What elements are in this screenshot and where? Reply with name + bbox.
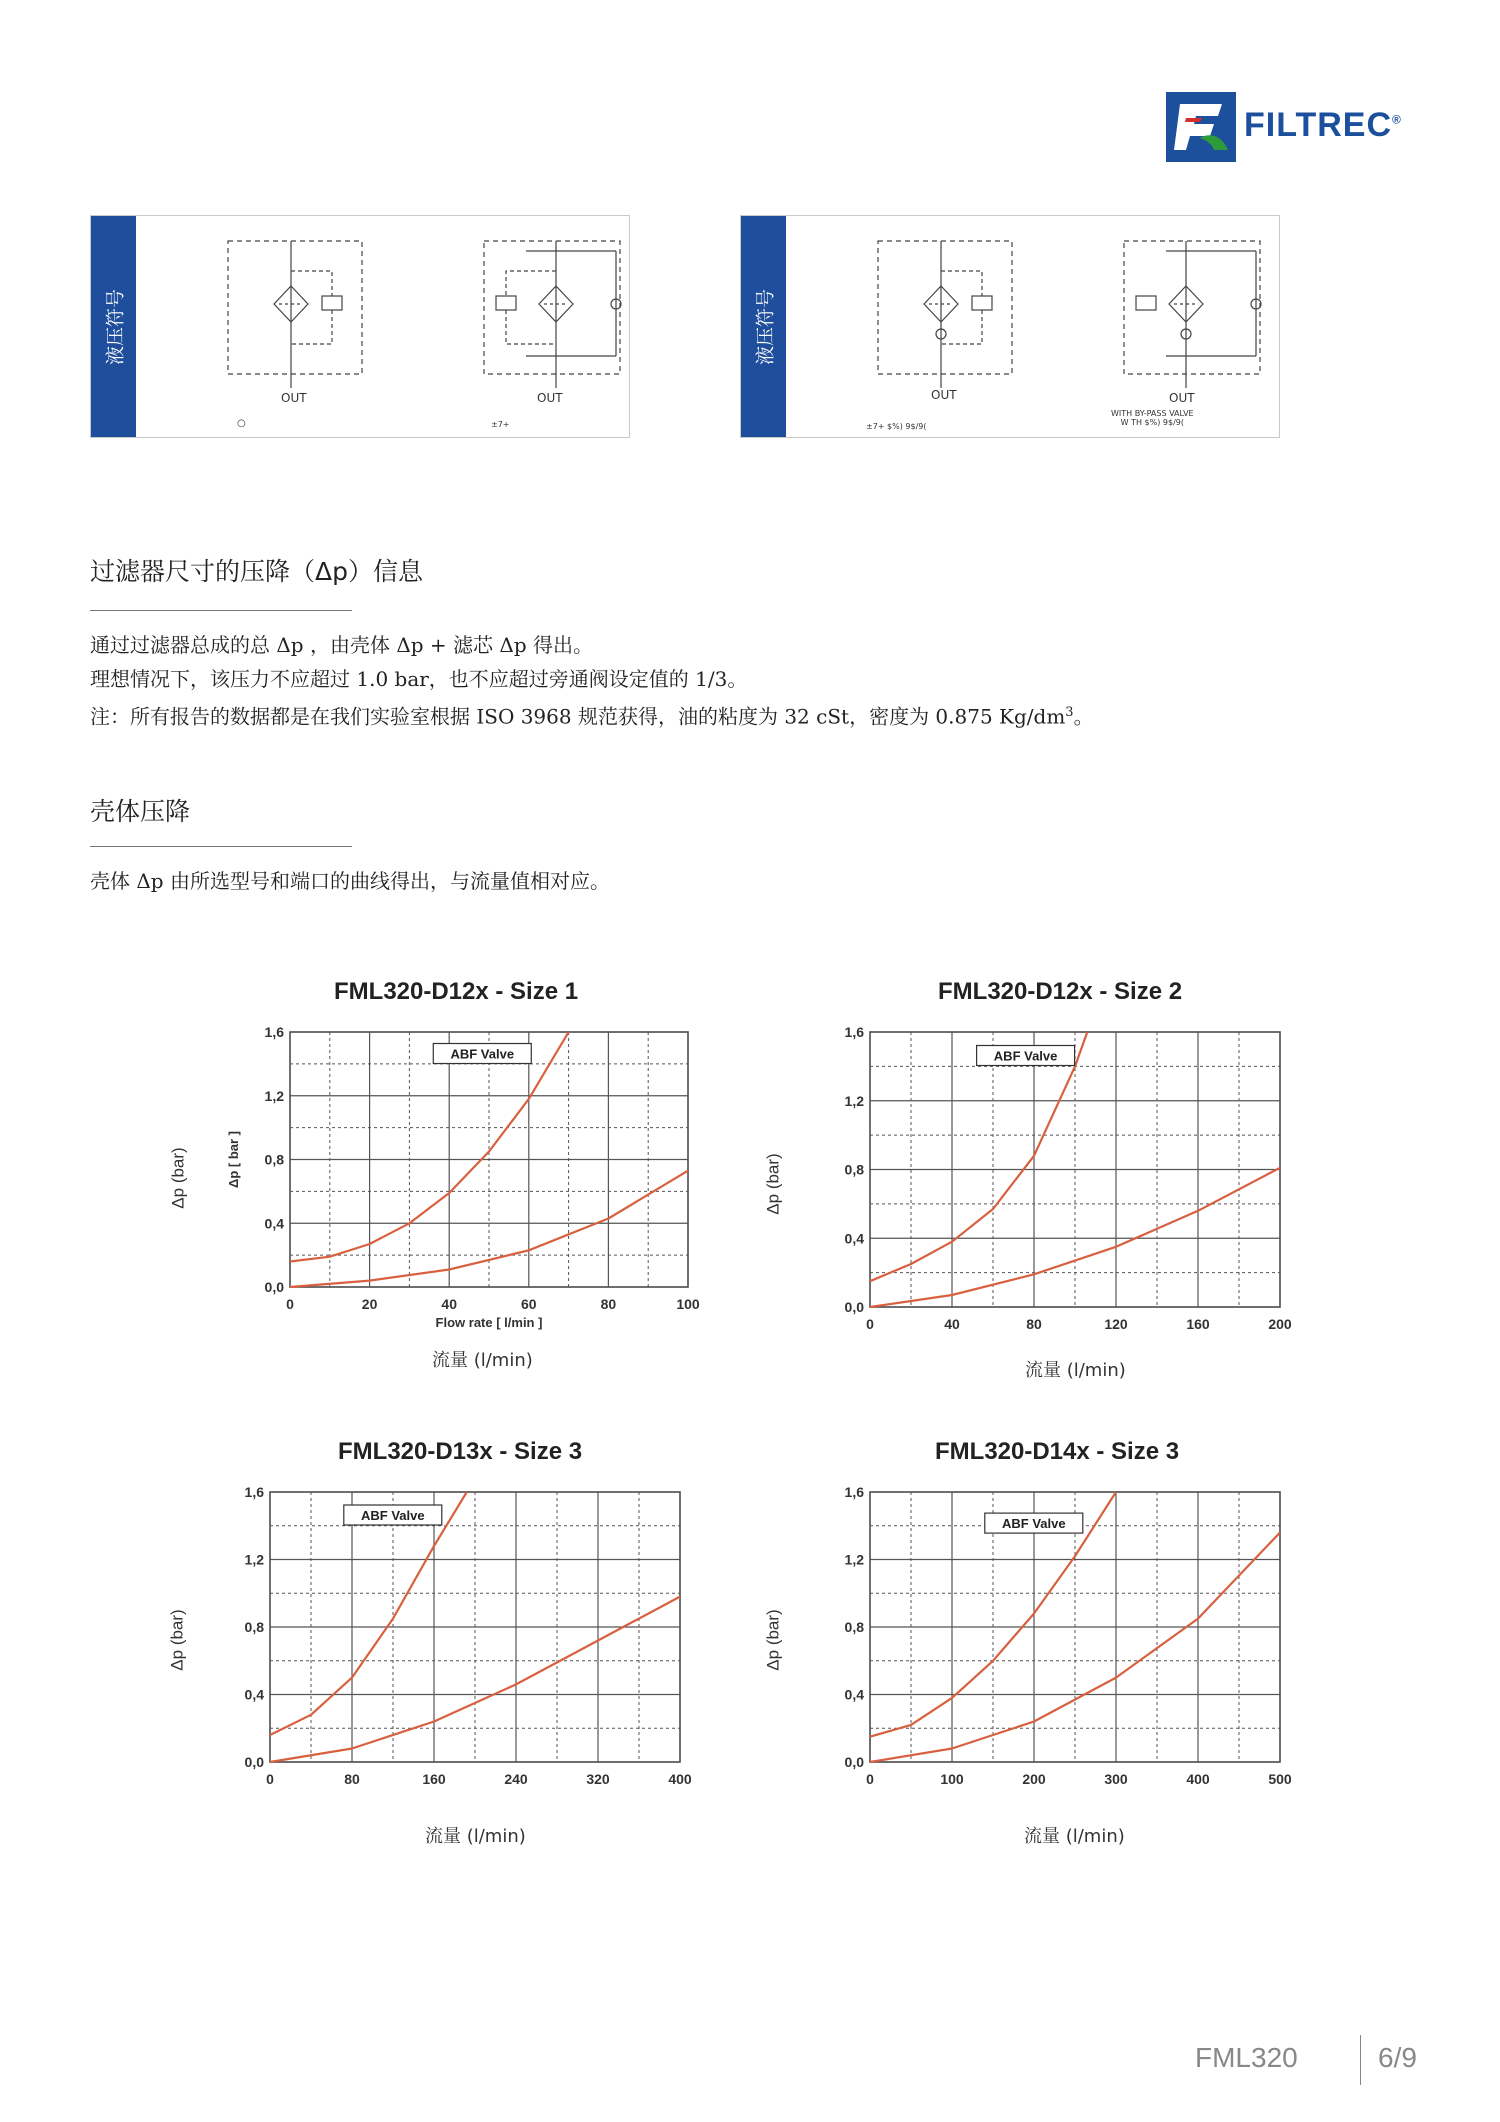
brand-name: FILTREC®	[1244, 106, 1402, 144]
housing-paragraph: 壳体 Δp 由所选型号和端口的曲线得出，与流量值相对应。	[90, 869, 610, 893]
footer-document-name: FML320	[1195, 2042, 1298, 2073]
y-tick-label: 0,0	[244, 1754, 264, 1770]
chart-1	[226, 1020, 705, 1340]
x-tick-label: 160	[1186, 1316, 1210, 1332]
chart-2-ylabel: Δp (bar)	[763, 1153, 783, 1215]
out-label-3: OUT	[931, 388, 957, 402]
chart-1-xlabel: 流量 (l/min)	[432, 1350, 533, 1371]
x-tick-label: 200	[1022, 1771, 1046, 1787]
x-axis-inner-label: Flow rate [ l/min ]	[435, 1315, 543, 1330]
x-tick-label: 0	[866, 1316, 874, 1332]
y-tick-label: 1,2	[844, 1092, 864, 1109]
y-tick-label: 0,4	[244, 1686, 264, 1703]
y-tick-label: 0,4	[264, 1215, 284, 1232]
x-tick-label: 80	[344, 1771, 360, 1787]
abf-valve-label: ABF Valve	[361, 1508, 425, 1523]
chart-title-2: FML320-D12x - Size 2	[938, 978, 1183, 1005]
x-tick-label: 80	[600, 1296, 617, 1312]
y-tick-label: 0,8	[264, 1151, 284, 1168]
chart-4-xlabel: 流量 (l/min)	[1024, 1826, 1125, 1847]
panel-caption-4: WITH BY-PASS VALVE W TH $%) 9$/9(	[1111, 409, 1194, 427]
y-tick-label: 1,2	[244, 1551, 264, 1568]
chart-2	[820, 1020, 1310, 1350]
chart-3-ylabel: Δp (bar)	[167, 1609, 187, 1671]
panel-caption-3: ±7+ $%) 9$/9(	[866, 422, 927, 431]
panel-caption-2: ±7+	[491, 420, 510, 429]
out-label-2: OUT	[537, 391, 563, 405]
x-tick-label: 0	[866, 1771, 874, 1787]
footer-divider	[1360, 2035, 1361, 2085]
y-tick-label: 0,4	[844, 1230, 864, 1247]
y-tick-label: 0,8	[844, 1161, 864, 1178]
x-tick-label: 240	[504, 1771, 528, 1787]
abf-valve-label: ABF Valve	[450, 1046, 515, 1062]
y-tick-label: 1,2	[844, 1551, 864, 1568]
x-tick-label: 0	[266, 1771, 274, 1787]
x-tick-label: 300	[1104, 1771, 1128, 1787]
x-tick-label: 400	[1186, 1771, 1210, 1787]
y-tick-label: 0,0	[264, 1279, 284, 1295]
chart-2-xlabel: 流量 (l/min)	[1025, 1360, 1126, 1381]
x-tick-label: 160	[422, 1771, 446, 1787]
chart-title-1: FML320-D12x - Size 1	[334, 978, 579, 1005]
panel-label: 液压符号	[741, 216, 786, 437]
out-label-4: OUT	[1169, 391, 1195, 405]
hydraulic-symbol-panel-1	[90, 215, 630, 438]
x-tick-label: 100	[676, 1296, 700, 1312]
paragraph-line-3: 注：所有报告的数据都是在我们实验室根据 ISO 3968 规范获得，油的粘度为 32 cSt，密度为 0.875 $Kg/dm^3$。	[90, 704, 1094, 729]
x-tick-label: 80	[1026, 1316, 1042, 1332]
y-tick-label: 1,6	[264, 1024, 284, 1040]
y-tick-label: 1,6	[844, 1024, 864, 1040]
filtrec-logo-mark	[1166, 92, 1236, 162]
x-tick-label: 60	[521, 1296, 537, 1312]
y-tick-label: 0,0	[844, 1299, 864, 1315]
y-tick-label: 0,8	[844, 1619, 864, 1635]
chart-title-3: FML320-D13x - Size 3	[338, 1438, 583, 1465]
panel-label: 液压符号	[91, 216, 136, 437]
x-tick-label: 40	[944, 1316, 960, 1332]
abf-valve-label: ABF Valve	[993, 1048, 1058, 1064]
x-tick-label: 200	[1268, 1316, 1292, 1332]
x-tick-label: 500	[1268, 1771, 1292, 1787]
x-tick-label: 40	[441, 1296, 457, 1312]
y-tick-label: 1,6	[844, 1484, 864, 1500]
section-heading-pressure-drop: 过滤器尺寸的压降（Δp）信息	[90, 557, 423, 586]
out-label-1: OUT	[281, 391, 307, 405]
x-tick-label: 100	[940, 1771, 964, 1787]
y-tick-label: 1,2	[264, 1087, 284, 1104]
x-tick-label: 120	[1104, 1316, 1128, 1332]
y-tick-label: 0,4	[844, 1686, 864, 1703]
hydraulic-diagram-2	[786, 216, 1280, 437]
heading-underline	[90, 610, 352, 611]
y-tick-label: 0,8	[244, 1619, 264, 1635]
y-tick-label: 1,6	[244, 1484, 264, 1500]
heading-underline	[90, 846, 352, 847]
chart-1-ylabel: Δp (bar)	[168, 1147, 188, 1209]
footer-page-number: 6/9	[1378, 2042, 1417, 2073]
x-tick-label: 320	[586, 1771, 610, 1787]
x-tick-label: 400	[668, 1771, 692, 1787]
y-tick-label: 0,0	[844, 1754, 864, 1770]
paragraph-line-1: 通过过滤器总成的总 Δp ，由壳体 Δp + 滤芯 Δp 得出。	[90, 633, 593, 657]
section-heading-housing-drop: 壳体压降	[90, 797, 191, 826]
abf-valve-label: ABF Valve	[1002, 1516, 1066, 1532]
x-tick-label: 0	[286, 1296, 294, 1312]
paragraph-line-2: 理想情况下，该压力不应超过 1.0 bar，也不应超过旁通阀设定值的 1/3。	[90, 667, 748, 691]
x-tick-label: 20	[361, 1296, 378, 1312]
y-axis-inner-label: Δp [ bar ]	[226, 1130, 241, 1189]
chart-4-ylabel: Δp (bar)	[763, 1609, 783, 1671]
hydraulic-symbol-panel-2	[740, 215, 1280, 438]
filtrec-logo	[1166, 92, 1456, 162]
chart-3-xlabel: 流量 (l/min)	[425, 1826, 526, 1847]
chart-3	[225, 1480, 715, 1800]
chart-4	[820, 1480, 1310, 1800]
panel-caption-1: ○	[237, 418, 246, 429]
chart-title-4: FML320-D14x - Size 3	[935, 1438, 1180, 1465]
